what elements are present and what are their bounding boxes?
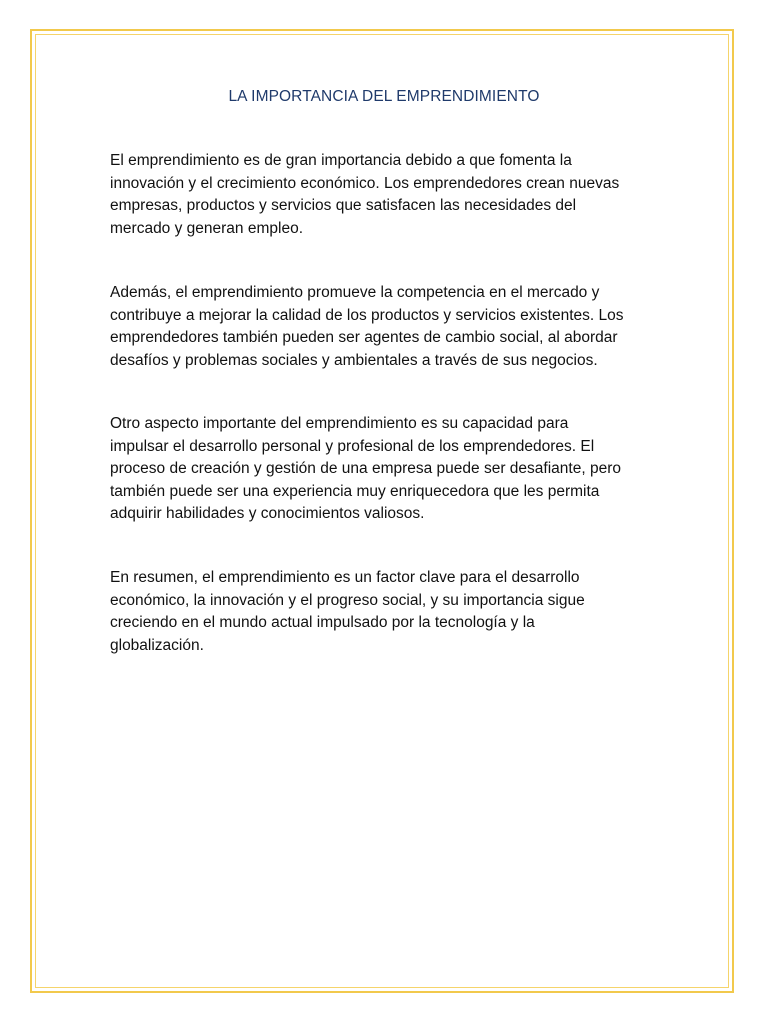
document-title: LA IMPORTANCIA DEL EMPRENDIMIENTO xyxy=(228,88,540,105)
paragraph-line: En resumen, el emprendimiento es un factor clave para el desarrollo xyxy=(110,569,580,586)
paragraph-line: Otro aspecto importante del emprendimiento es su capacidad para xyxy=(110,415,569,432)
paragraph-line: también puede ser una experiencia muy enriquecedora que les permita xyxy=(110,482,600,500)
paragraph-line: contribuye a mejorar la calidad de los productos y servicios existentes. Los xyxy=(110,306,624,324)
paragraph-line: Además, el emprendimiento promueve la competencia en el mercado y xyxy=(110,284,600,301)
paragraph-line: mercado y generan empleo. xyxy=(110,219,304,237)
paragraph-line: desafíos y problemas sociales y ambientales a través de sus negocios. xyxy=(110,351,598,369)
paragraph-2 xyxy=(110,282,650,372)
paragraph-line: creciendo en el mundo actual impulsado por la tecnología y la xyxy=(110,614,535,631)
paragraph-line: económico, la innovación y el progreso social, y su importancia sigue xyxy=(110,591,585,609)
paragraph-line: proceso de creación y gestión de una empresa puede ser desafiante, pero xyxy=(110,460,621,477)
paragraph-4 xyxy=(110,567,650,657)
paragraph-line: empresas, productos y servicios que satisfacen las necesidades del xyxy=(110,197,577,214)
paragraph-3 xyxy=(110,413,650,526)
paragraph-line: emprendedores también pueden ser agentes de cambio social, al abordar xyxy=(110,329,618,346)
paragraph-line: innovación y el crecimiento económico. Los emprendedores crean nuevas xyxy=(110,174,620,192)
paragraph-line: adquirir habilidades y conocimientos valiosos. xyxy=(110,505,425,522)
paragraph-line: globalización. xyxy=(110,636,204,654)
paragraph-line: impulsar el desarrollo personal y profesional de los emprendedores. El xyxy=(110,437,595,455)
paragraph-line: El emprendimiento es de gran importancia debido a que fomenta la xyxy=(110,152,572,169)
paragraph-1 xyxy=(110,150,650,240)
